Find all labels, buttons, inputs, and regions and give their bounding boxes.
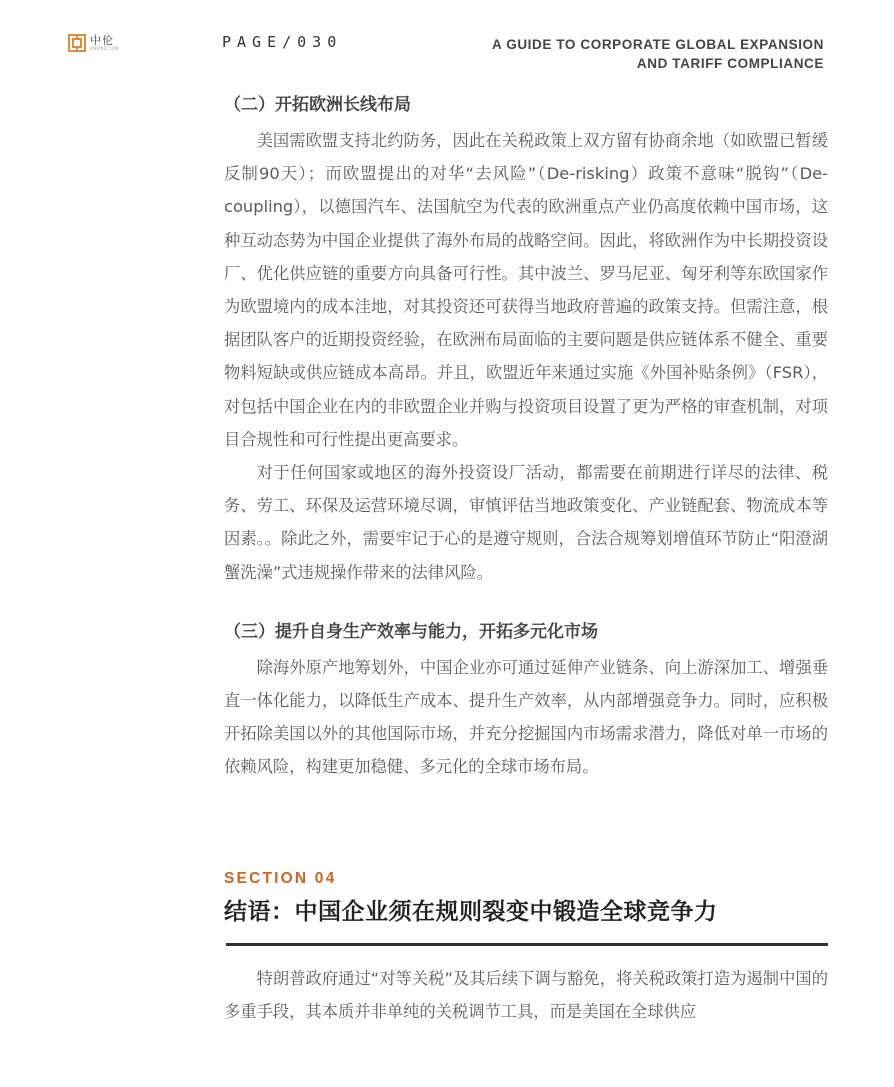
header-title-line-1: A GUIDE TO CORPORATE GLOBAL EXPANSION — [492, 37, 824, 52]
page-number: PAGE/030 — [222, 33, 343, 51]
paragraph: 除海外原产地筹划外，中国企业亦可通过延伸产业链条、向上游深加工、增强垂直一体化能力，以降低生产成本、提升生产效率，从内部增强竞争力。同时，应积极开拓除美国以外的其他国际市场，并充分挖掘国内市场需求潜力，降低对单一市场的依赖风险，构建更加稳健、多元化的全球市场布局。 — [224, 657, 828, 777]
subsection-heading-3: （三）提升自身生产效率与能力，开拓多元化市场 — [224, 621, 598, 642]
section-divider — [226, 943, 828, 946]
logo-english: ZHONG LUN — [90, 46, 119, 51]
logo-chinese: 中伦 — [90, 34, 114, 47]
logo — [68, 34, 119, 52]
subsection-heading-2: （二）开拓欧洲长线布局 — [224, 95, 411, 115]
section-title: 结语：中国企业须在规则裂变中锻造全球竞争力 — [224, 899, 718, 925]
paragraph: 美国需欧盟支持北约防务，因此在关税政策上双方留有协商余地（如欧盟已暂缓反制90天）；而欧盟提出的对华“去风险”（De-risking）政策不意味“脱钩”（De-coupling），以德国汽车、法国航空为代表的欧洲重点产业仍高度依赖中国市场，这种互动态势为中国企业提供了海外布局的战略空间。因此，将欧洲作为中长期投资设厂、优化供应链的重要方向具备可行性。其中波兰、罗马尼亚、匈牙利等东欧国家作为欧盟境内的成本洼地，对其投资还可获得当地政府普遍的政策支持。但需注意，根据团队客户的近期投资经验，在欧洲布局面临的主要问题是供应链体系不健全、重要物料短缺或供应链成本高昂。并且，欧盟近年来通过实施《外国补贴条例》（FSR），对包括中国企业在内的非欧盟企业并购与投资项目设置了更为严格的审查机制，对项目合规性和可行性提出更高要求。 — [224, 131, 828, 449]
header-title — [492, 35, 824, 73]
paragraph: 对于任何国家或地区的海外投资设厂活动，都需要在前期进行详尽的法律、税务、劳工、环保及运营环境尽调，审慎评估当地政策变化、产业链配套、物流成本等因素。。除此之外，需要牢记于心的是遵守规则，合法合规筹划增值环节防止“阳澄湖蟹洗澡”式违规操作带来的法律风险。 — [224, 463, 828, 582]
section-label: SECTION 04 — [224, 870, 337, 887]
conclusion-content — [224, 962, 828, 1028]
paragraph: 特朗普政府通过“对等关税”及其后续下调与豁免，将关税政策打造为遏制中国的多重手段，其本质并非单纯的关税调节工具，而是美国在全球供应 — [224, 969, 828, 1022]
zhonglun-logo-icon — [68, 34, 86, 52]
main-content — [224, 92, 828, 784]
header-title-line-2: AND TARIFF COMPLIANCE — [636, 56, 824, 71]
